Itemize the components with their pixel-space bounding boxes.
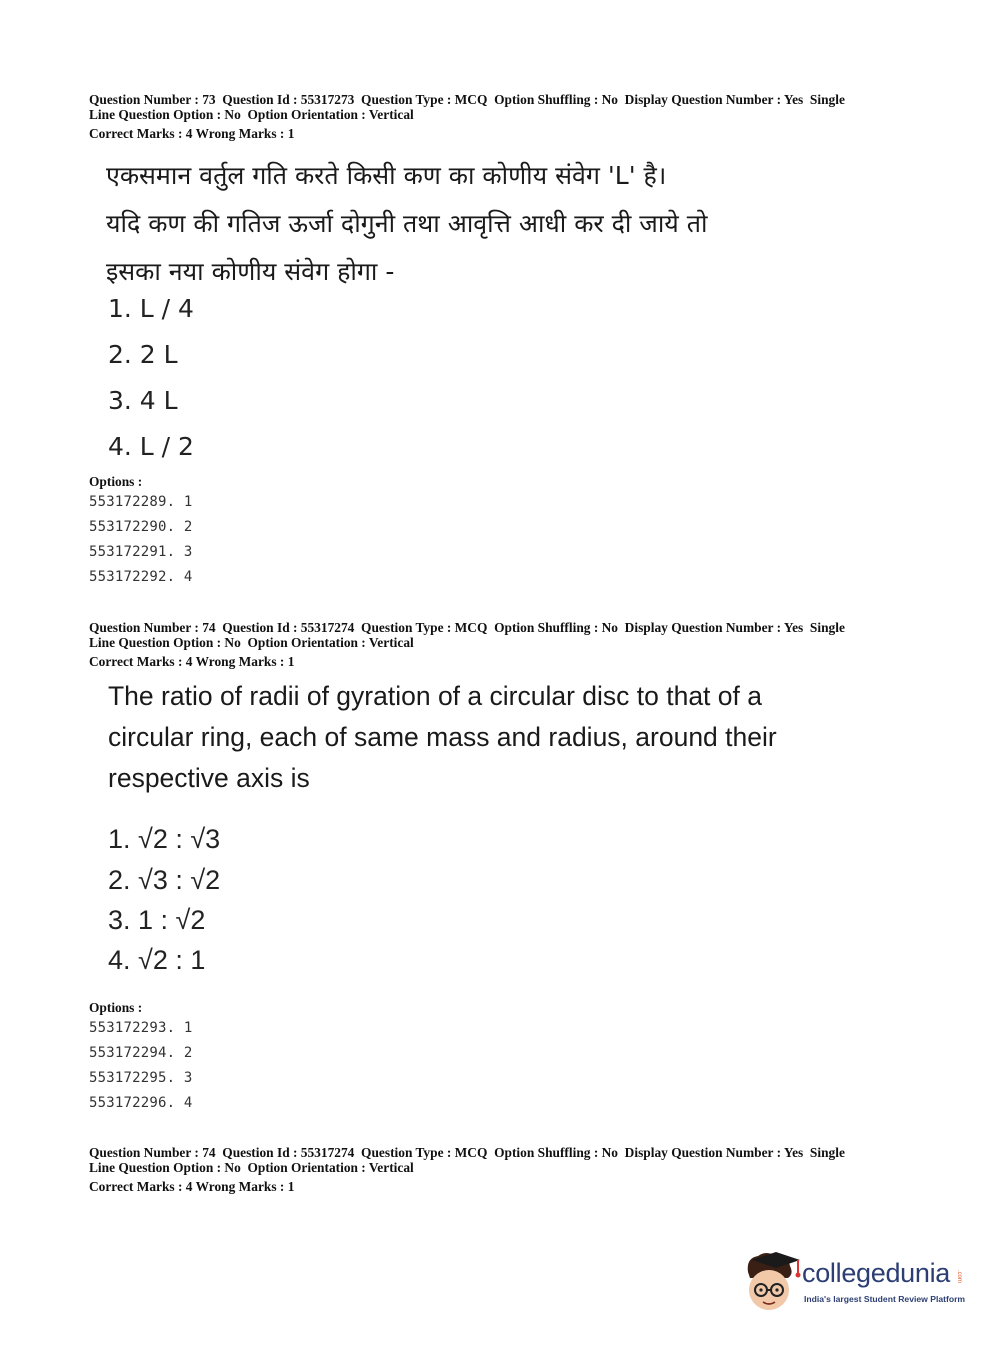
meta-line: Line Question Option : No Option Orientation : Vertical bbox=[89, 107, 414, 122]
meta-line: Line Question Option : No Option Orientation : Vertical bbox=[89, 635, 414, 650]
option-id: 553172291. 3 bbox=[89, 544, 193, 560]
option-id: 553172289. 1 bbox=[89, 494, 193, 510]
mascot-icon bbox=[742, 1250, 802, 1320]
question-73-option-2: 2. 2 L bbox=[108, 340, 178, 369]
logo-com: .com bbox=[956, 1270, 962, 1284]
question-74b-meta bbox=[89, 1145, 919, 1175]
option-id: 553172296. 4 bbox=[89, 1095, 193, 1111]
logo-wordmark: collegedunia bbox=[802, 1258, 951, 1288]
stem-line: respective axis is bbox=[108, 763, 310, 793]
option-id: 553172295. 3 bbox=[89, 1070, 193, 1086]
question-73-meta bbox=[89, 92, 919, 122]
question-74-marks: Correct Marks : 4 Wrong Marks : 1 bbox=[89, 654, 295, 669]
question-73-stem bbox=[106, 152, 707, 296]
options-label: Options : bbox=[89, 474, 143, 489]
question-74b-marks: Correct Marks : 4 Wrong Marks : 1 bbox=[89, 1179, 295, 1194]
option-id: 553172294. 2 bbox=[89, 1045, 193, 1061]
question-73-option-1: 1. L / 4 bbox=[108, 294, 194, 323]
option-id: 553172290. 2 bbox=[89, 519, 193, 535]
question-73-marks: Correct Marks : 4 Wrong Marks : 1 bbox=[89, 126, 295, 141]
question-74-option-1: 1. √2 : √3 bbox=[108, 824, 221, 854]
question-74-option-3: 3. 1 : √2 bbox=[108, 905, 206, 935]
question-73-option-4: 4. L / 2 bbox=[108, 432, 194, 461]
question-73-option-3: 3. 4 L bbox=[108, 386, 178, 415]
meta-line: Question Number : 74 Question Id : 55317274 Question Type : MCQ Option Shuffling : No Display Question Number : Yes Single bbox=[89, 1145, 845, 1160]
question-74-stem bbox=[108, 676, 777, 799]
stem-line: यदि कण की गतिज ऊर्जा दोगुनी तथा आवृत्ति आधी कर दी जाये तो bbox=[106, 209, 708, 238]
meta-line: Question Number : 74 Question Id : 55317274 Question Type : MCQ Option Shuffling : No Display Question Number : Yes Single bbox=[89, 620, 845, 635]
stem-line: एकसमान वर्तुल गति करते किसी कण का कोणीय संवेग 'L' है। bbox=[106, 161, 667, 190]
option-id: 553172293. 1 bbox=[89, 1020, 193, 1036]
question-74-option-2: 2. √3 : √2 bbox=[108, 865, 221, 895]
logo-tagline: India's largest Student Review Platform bbox=[804, 1294, 966, 1304]
stem-line: The ratio of radii of gyration of a circular disc to that of a bbox=[108, 681, 762, 711]
options-label: Options : bbox=[89, 1000, 143, 1015]
option-id: 553172292. 4 bbox=[89, 569, 193, 585]
stem-line: इसका नया कोणीय संवेग होगा - bbox=[106, 257, 395, 286]
question-74-option-4: 4. √2 : 1 bbox=[108, 945, 206, 975]
stem-line: circular ring, each of same mass and radius, around their bbox=[108, 722, 777, 752]
meta-line: Question Number : 73 Question Id : 55317273 Question Type : MCQ Option Shuffling : No Display Question Number : Yes Single bbox=[89, 92, 845, 107]
meta-line: Line Question Option : No Option Orientation : Vertical bbox=[89, 1160, 414, 1175]
question-74-meta bbox=[89, 620, 919, 650]
collegedunia-logo bbox=[742, 1250, 972, 1320]
